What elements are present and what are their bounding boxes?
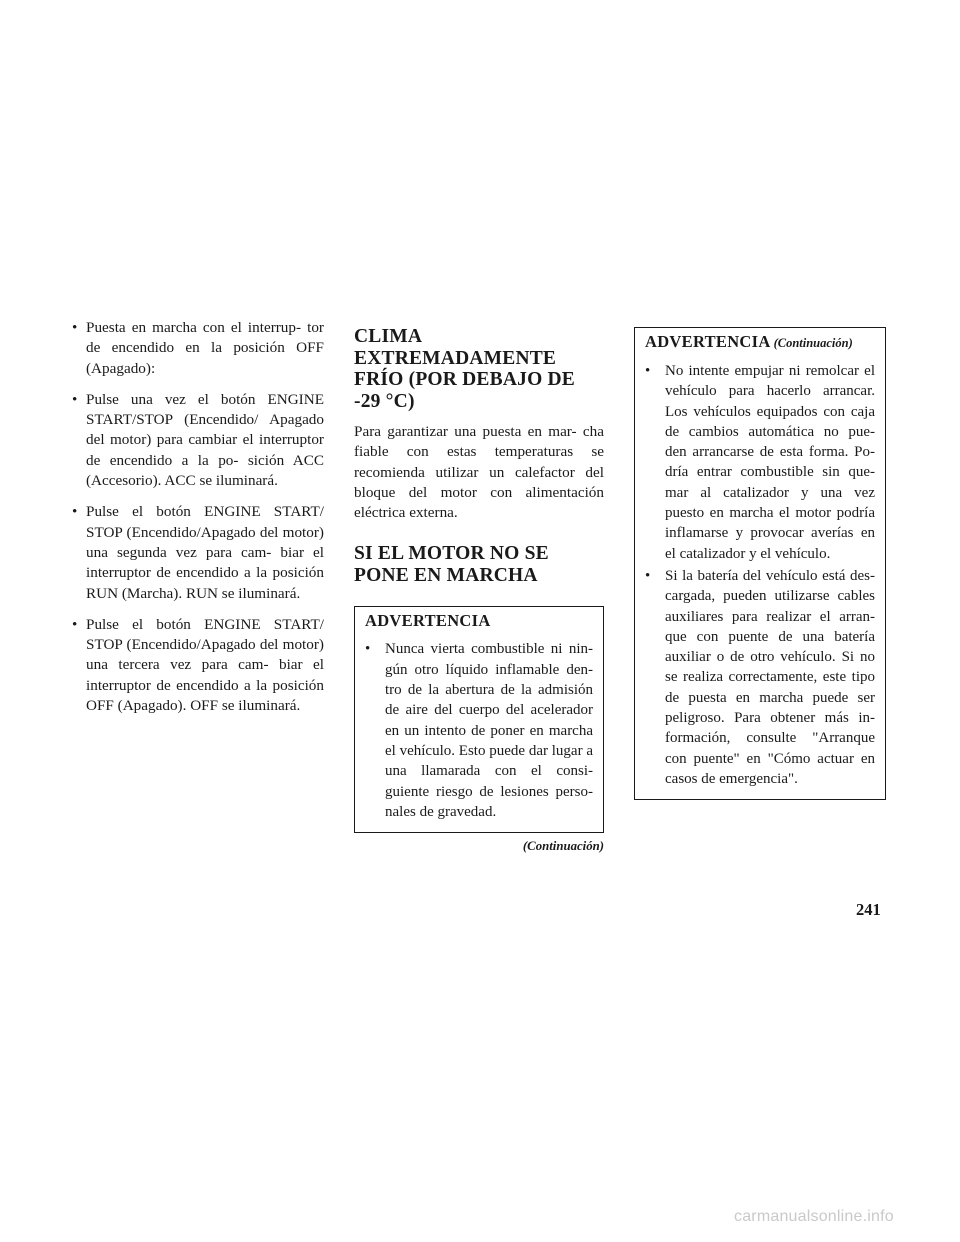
list-item: • Pulse el botón ENGINE START/ STOP (Encendido/Apagado del motor) una tercera vez para cam- biar el interruptor de encendido a la posición OFF (Apagado). OFF se iluminará. — [72, 615, 324, 716]
list-item: • Pulse una vez el botón ENGINE START/STOP (Encendido/ Apagado del motor) para cambiar el interruptor de encendido a la po- sición ACC (Accesorio). ACC se iluminará. — [72, 390, 324, 491]
engine-fails-heading: SI EL MOTOR NO SE PONE EN MARCHA — [354, 543, 549, 586]
warning-box-continued — [634, 327, 886, 800]
continued-label: (Continuación) — [522, 839, 604, 854]
warning-title: ADVERTENCIA — [365, 611, 491, 631]
warning-list — [645, 361, 875, 789]
middle-column — [354, 326, 604, 854]
list-item: • Nunca vierta combustible ni nin- gún otro líquido inflamable den- tro de la abertura de la admisión de aire del cuerpo del acelerador en un intento de poner en marcha el vehículo. Esto puede dar lugar a una llamarada con el consi- guiente riesgo de lesiones perso- nales de gravedad. — [365, 639, 593, 822]
warning-title-continued: (Continuación) — [773, 336, 853, 350]
watermark: carmanualsonline.info — [734, 1208, 894, 1225]
cold-weather-heading: CLIMA EXTREMADAMENTE FRÍO (POR DEBAJO DE -29 °C) — [354, 326, 576, 412]
page-number: 241 — [856, 900, 881, 919]
warning-title — [645, 332, 875, 353]
list-item: • Puesta en marcha con el interrup- tor de encendido en la posición OFF (Apagado): — [72, 318, 324, 379]
start-procedure-list — [72, 318, 324, 716]
warning-title-text: ADVERTENCIA — [645, 332, 771, 351]
cold-weather-paragraph: Para garantizar una puesta en mar- cha fiable con estas temperaturas se recomienda utilizar un calefactor del bloque del motor con alimentación eléctrica externa. — [354, 423, 604, 522]
warning-box — [354, 606, 604, 833]
left-column — [72, 318, 324, 727]
warning-list — [365, 639, 593, 822]
right-column — [634, 327, 886, 800]
list-item: • Si la batería del vehículo está des- cargada, pueden utilizarse cables auxiliares para realizar el arran- que con puente de una batería auxiliar o de otro vehículo. Si no se realiza correctamente, este tipo de puesta en marcha puede ser peligroso. Para obtener más in- formación, consulte "Arranque con puente" en "Cómo actuar en casos de emergencia". — [645, 566, 875, 789]
list-item: • No intente empujar ni remolcar el vehículo para hacerlo arrancar. Los vehículos equipados con caja de cambios automática no pue- den arrancarse de esta forma. Po- dría entrar combustible sin que- mar al catalizador y una vez puesto en marcha el motor podría inflamarse y provocar averías en el catalizador y el vehículo. — [645, 361, 875, 564]
list-item: • Pulse el botón ENGINE START/ STOP (Encendido/Apagado del motor) una segunda vez para cam- biar el interruptor de encendido a la posición RUN (Marcha). RUN se iluminará. — [72, 502, 324, 603]
